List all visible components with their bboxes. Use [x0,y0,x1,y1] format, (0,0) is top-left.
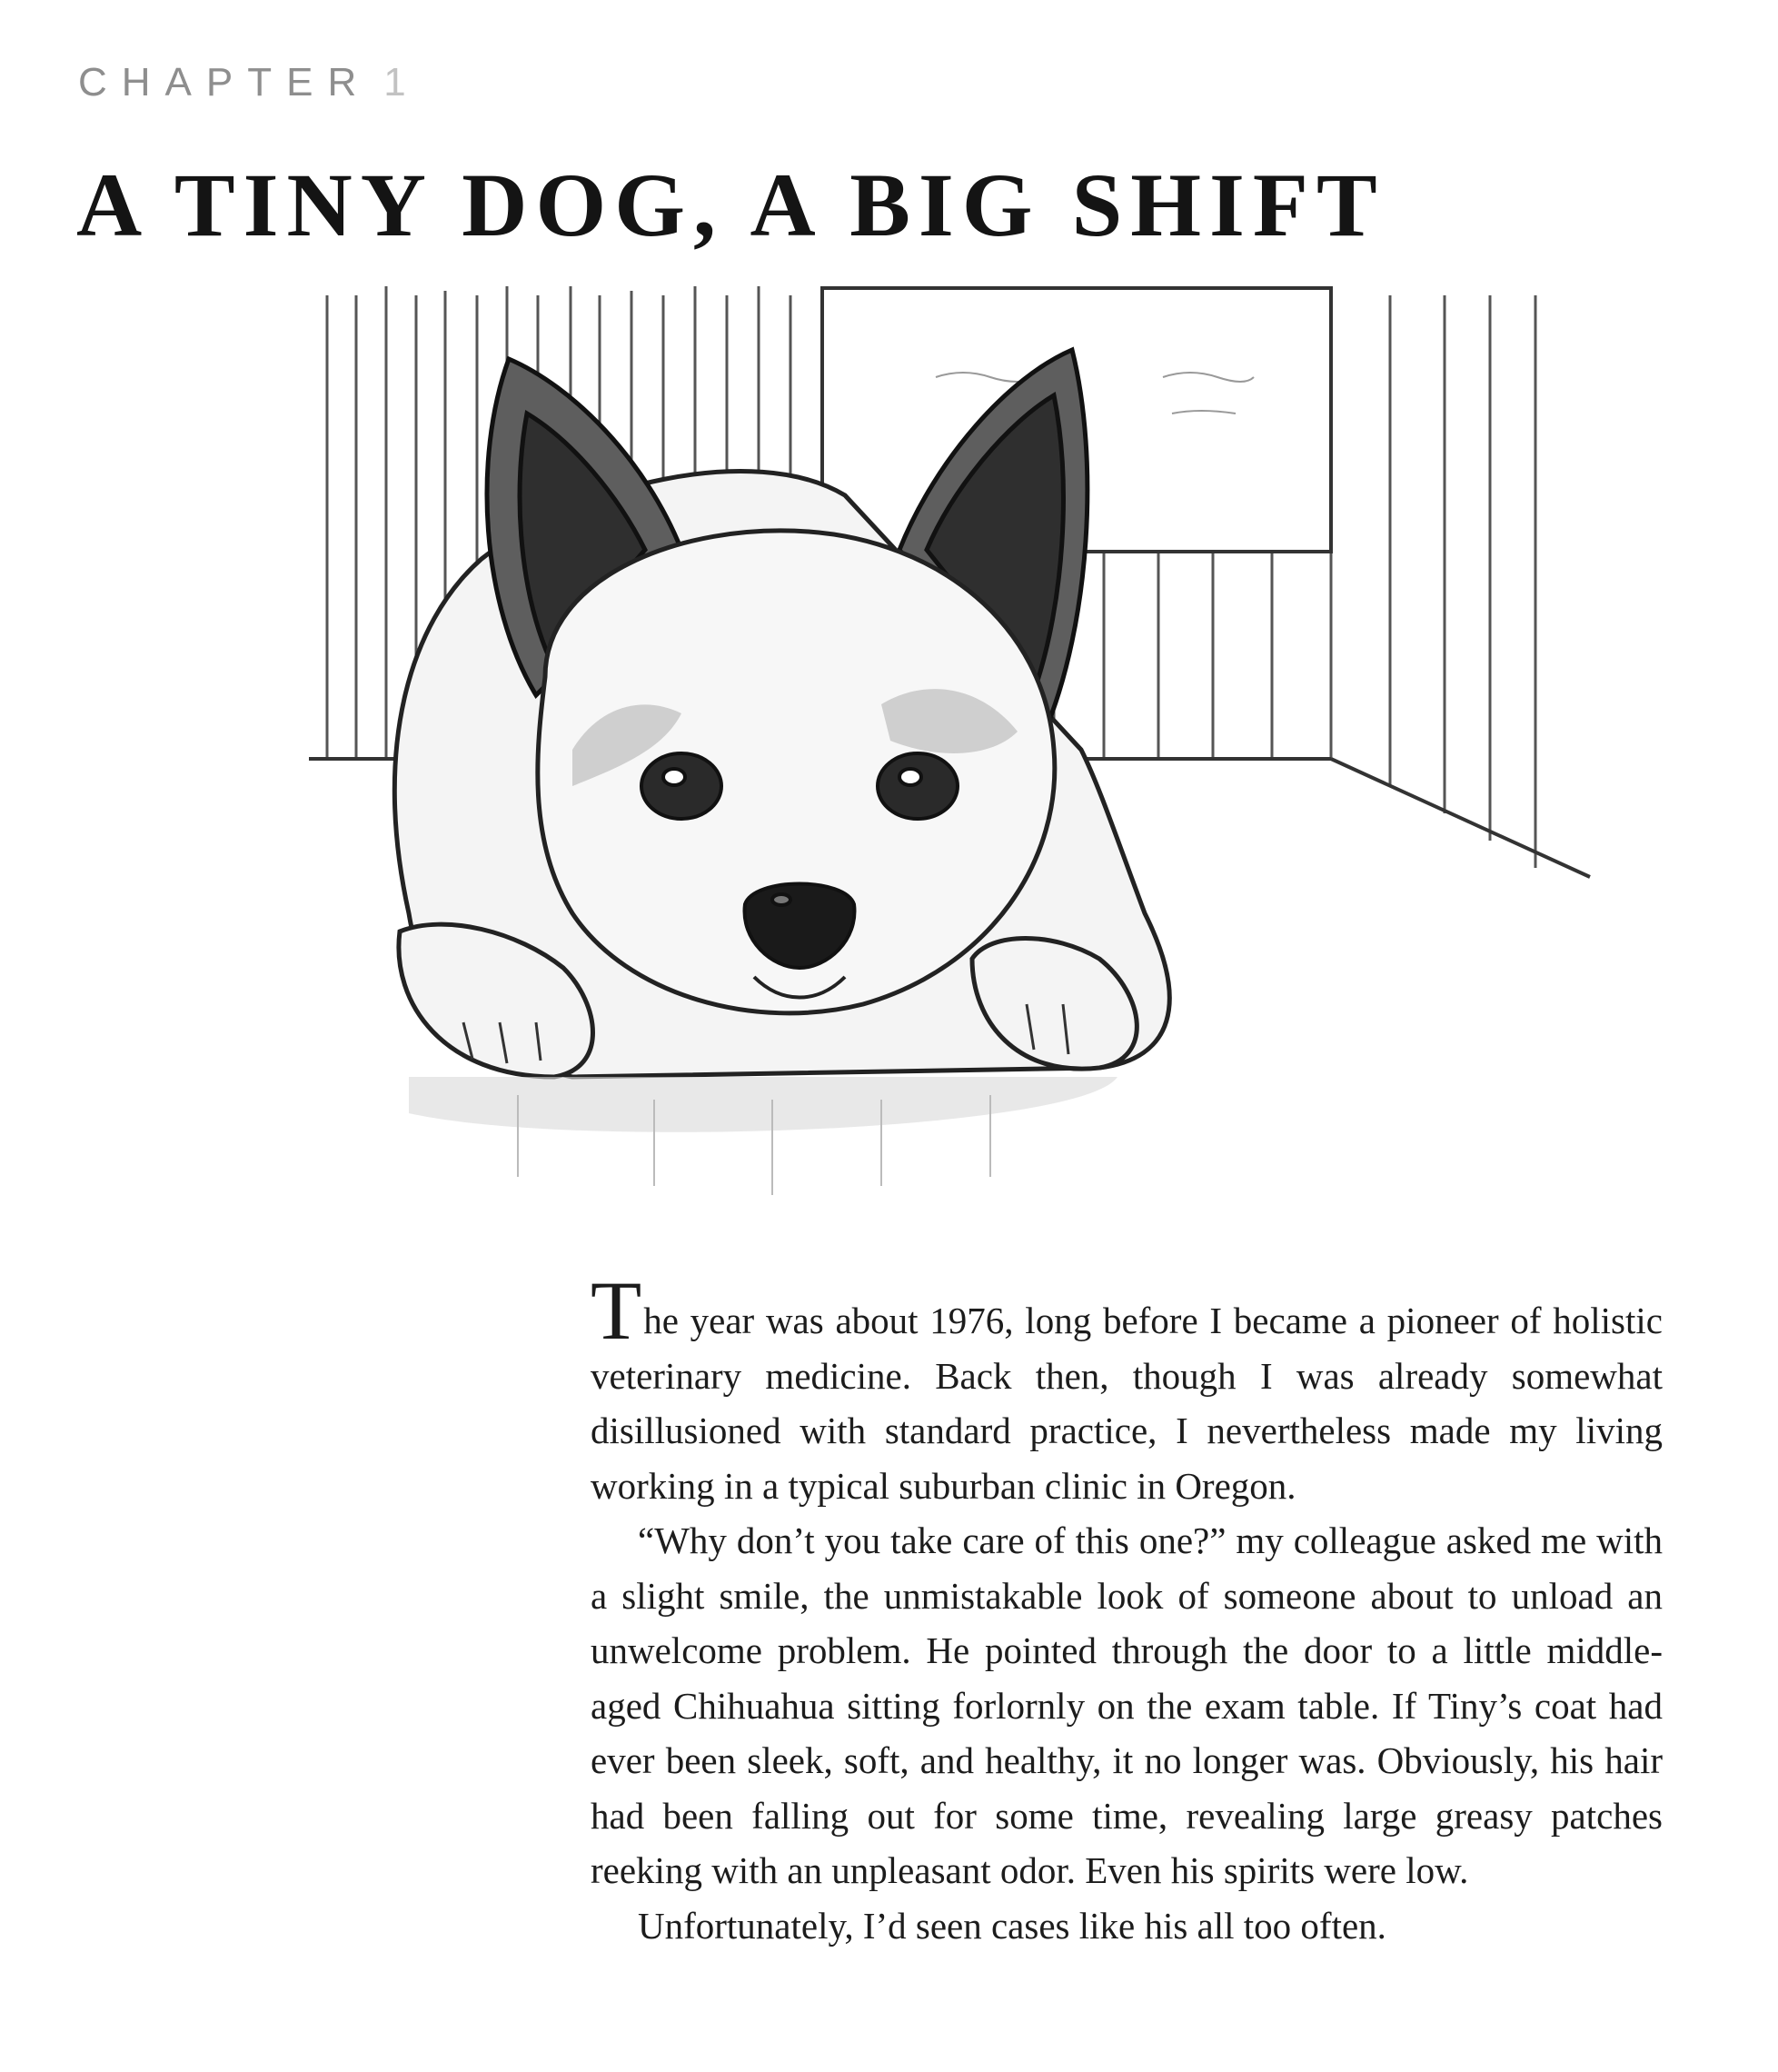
chapter-number: 1 [383,60,421,105]
paragraph-2: “Why don’t you take care of this one?” my colleague asked me with a slight smile, the unmistakable look of someone about to unload an unwelcome problem. He pointed through the door to a little middle-aged Chihuahua sitting forlornly on the exam table. If Tiny’s coat had ever been sleek, soft, and healthy, it no longer was. Obviously, his hair had been falling out for some time, revealing large greasy patches reeking with an unpleasant odor. Even his spirits were low. [591,1519,1663,1891]
drop-cap: T [591,1264,642,1357]
paragraph-1-text: he year was about 1976, long before I became a pioneer of holistic veterinary medicine. Back then, though I was already somewhat disillusioned with standard practice, I nevertheless made my living working in a typical suburban clinic in Oregon. [591,1300,1663,1507]
paragraph-3: Unfortunately, I’d seen cases like his all too often. [638,1904,1386,1947]
chapter-label-text: CHAPTER [78,60,372,105]
chapter-body-text [591,1264,1663,1953]
paragraph-1 [591,1264,1663,1513]
chapter-label [78,60,421,105]
chapter-title: A TINY DOG, A BIG SHIFT [76,154,1386,255]
chihuahua-illustration-icon [300,277,1644,1222]
